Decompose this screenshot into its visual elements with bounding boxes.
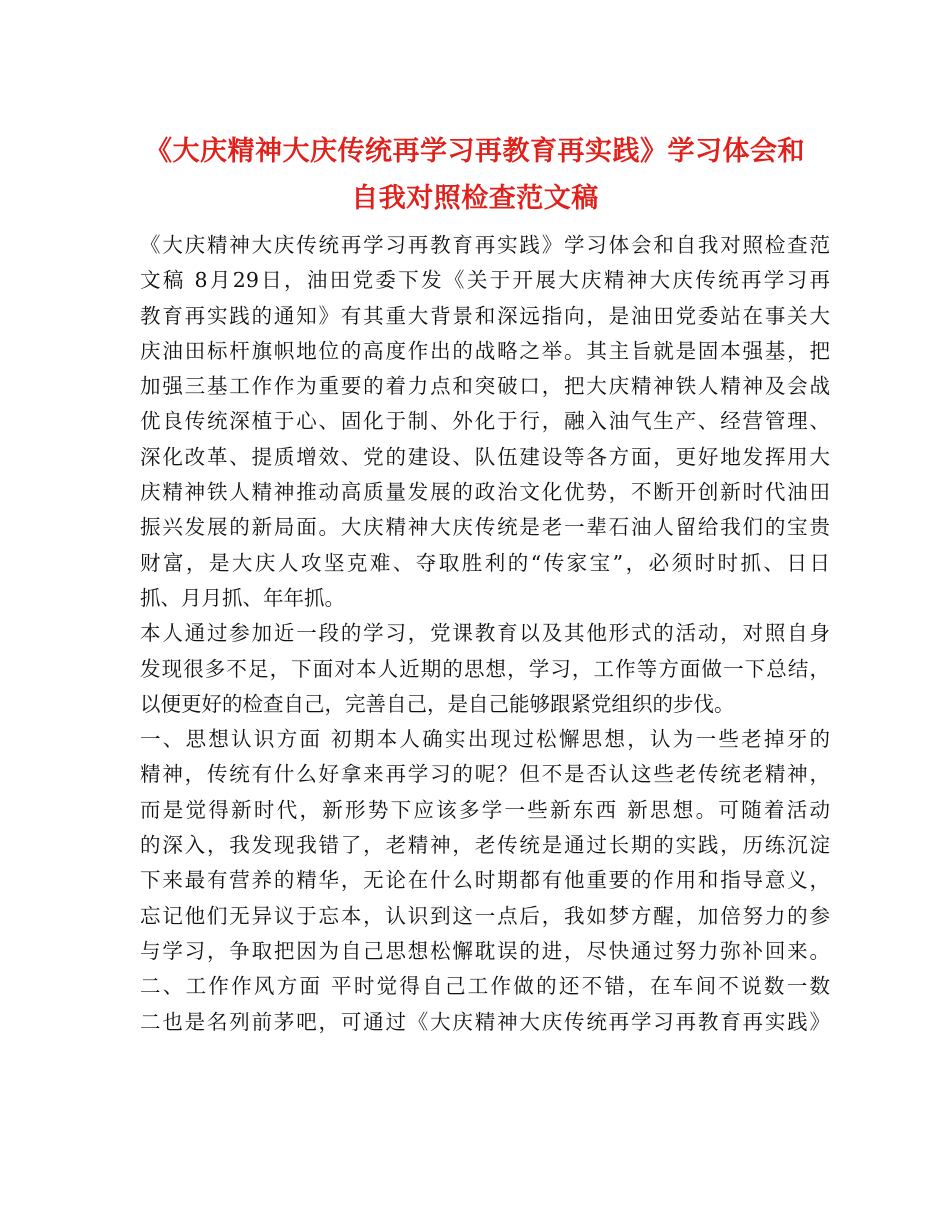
body-line: 二、工作作风方面 平时觉得自己工作做的还不错，在车间不说数一数 [140, 974, 830, 999]
body-line: 以便更好的检查自己，完善自己，是自己能够跟紧党组织的步伐。 [140, 691, 735, 716]
body-line: 的深入，我发现我错了，老精神，老传统是通过长期的实践，历练沉淀 [140, 833, 830, 858]
body-line: 与学习，争取把因为自己思想松懈耽误的进，尽快通过努力弥补回来。 [140, 938, 830, 963]
body-line: 抓、月月抓、年年抓。 [140, 585, 345, 610]
document-title-line-2: 自我对照检查范文稿 [351, 183, 599, 214]
body-line: 加强三基工作作为重要的着力点和突破口，把大庆精神铁人精神及会战 [140, 374, 830, 399]
body-line: 而是觉得新时代，新形势下应该多学一些新东西 新思想。可随着活动 [140, 797, 830, 822]
body-line: 忘记他们无异议于忘本，认识到这一点后，我如梦方醒，加倍努力的参 [140, 903, 830, 928]
body-line: 发现很多不足，下面对本人近期的思想，学习，工作等方面做一下总结， [140, 656, 830, 681]
body-line: 优良传统深植于心、固化于制、外化于行，融入油气生产、经营管理、 [140, 409, 830, 434]
body-line: 二也是名列前茅吧，可通过《大庆精神大庆传统再学习再教育再实践》 [140, 1009, 830, 1034]
body-line: 财富，是大庆人攻坚克难、夺取胜利的“传家宝”，必须时时抓、日日 [140, 550, 830, 575]
body-line: 文稿 8月29日，油田党委下发《关于开展大庆精神大庆传统再学习再 [140, 268, 830, 293]
body-line: 教育再实践的通知》有其重大背景和深远指向，是油田党委站在事关大 [140, 303, 830, 328]
body-line: 本人通过参加近一段的学习，党课教育以及其他形式的活动，对照自身 [140, 621, 830, 646]
body-line: 振兴发展的新局面。大庆精神大庆传统是老一辈石油人留给我们的宝贵 [140, 515, 830, 540]
body-line: 庆精神铁人精神推动高质量发展的政治文化优势，不断开创新时代油田 [140, 480, 830, 505]
body-line: 下来最有营养的精华，无论在什么时期都有他重要的作用和指导意义， [140, 868, 830, 893]
body-line: 精神，传统有什么好拿来再学习的呢？但不是否认这些老传统老精神， [140, 762, 830, 787]
document-body [140, 228, 830, 1040]
body-line: 深化改革、提质增效、党的建设、队伍建设等各方面，更好地发挥用大 [140, 444, 830, 469]
body-line: 一、思想认识方面 初期本人确实出现过松懈思想，认为一些老掉牙的 [140, 727, 830, 752]
body-line: 庆油田标杆旗帜地位的高度作出的战略之举。其主旨就是固本强基，把 [140, 338, 830, 363]
body-line: 《大庆精神大庆传统再学习再教育再实践》学习体会和自我对照检查范 [140, 233, 830, 257]
document-title-line-1: 《大庆精神大庆传统再学习再教育再实践》学习体会和 [145, 136, 805, 167]
